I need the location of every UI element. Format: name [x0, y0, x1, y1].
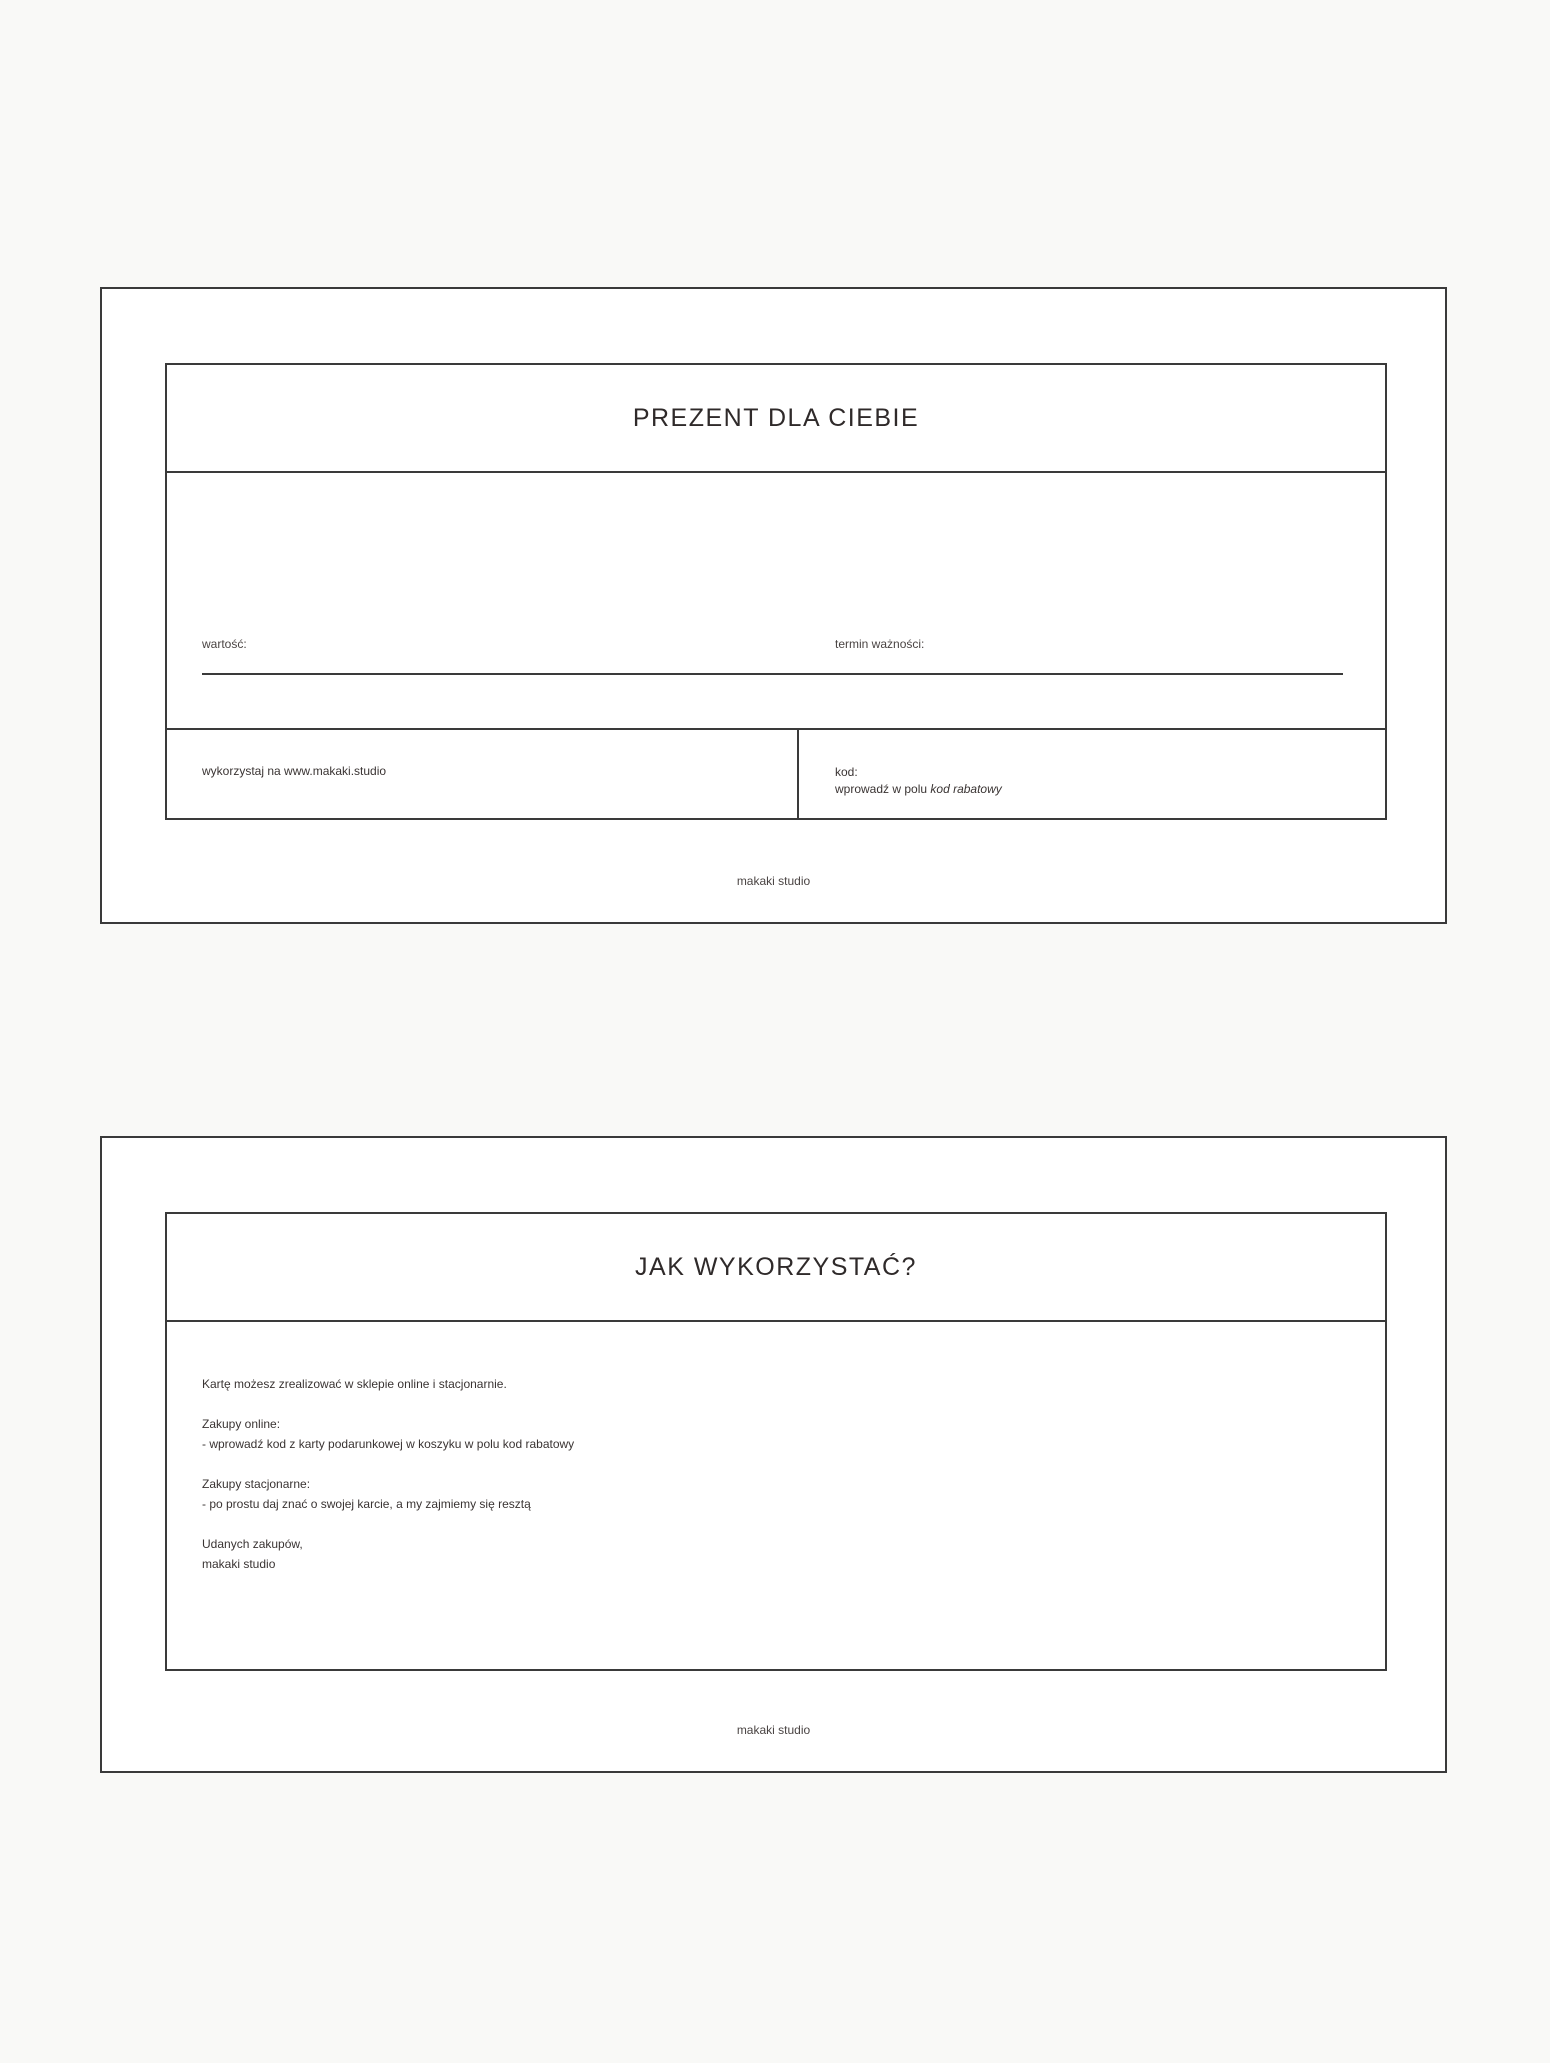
front-inner-frame	[165, 363, 1387, 820]
expiry-label: termin ważności:	[835, 637, 925, 651]
code-hint-field: kod rabatowy	[930, 782, 1002, 796]
code-hint-prefix: wprowadź w polu	[835, 782, 931, 796]
online-step: - wprowadź kod z karty podarunkowej w koszyku w polu kod rabatowy	[202, 1437, 575, 1451]
back-header	[167, 1214, 1385, 1322]
back-inner-frame	[165, 1212, 1387, 1671]
code-label: kod:	[835, 765, 858, 779]
bottom-row-divider	[797, 730, 799, 818]
back-title: JAK WYKORZYSTAĆ?	[635, 1252, 917, 1281]
use-at-text: wykorzystaj na www.makaki.studio	[202, 764, 387, 778]
instructions-store	[202, 1474, 574, 1514]
instructions	[202, 1374, 574, 1594]
code-block	[835, 764, 1002, 798]
front-bottom-row	[167, 728, 1385, 818]
instructions-intro: Kartę możesz zrealizować w sklepie online i stacjonarnie.	[202, 1377, 507, 1391]
store-heading: Zakupy stacjonarne:	[202, 1477, 311, 1491]
instructions-closing	[202, 1534, 574, 1574]
gift-card-back	[100, 1136, 1447, 1773]
store-step: - po prostu daj znać o swojej karcie, a my zajmiemy się resztą	[202, 1497, 531, 1511]
front-header	[167, 365, 1385, 473]
back-footer: makaki studio	[736, 1723, 811, 1737]
code-hint	[835, 781, 1002, 798]
gift-card-front	[100, 287, 1447, 924]
value-label: wartość:	[202, 637, 247, 651]
closing-text: Udanych zakupów,	[202, 1537, 303, 1551]
online-heading: Zakupy online:	[202, 1417, 281, 1431]
instructions-online	[202, 1414, 574, 1454]
signature: makaki studio	[202, 1557, 276, 1571]
front-title: PREZENT DLA CIEBIE	[632, 403, 920, 432]
front-footer: makaki studio	[736, 874, 811, 888]
value-expiry-line	[202, 673, 1343, 675]
